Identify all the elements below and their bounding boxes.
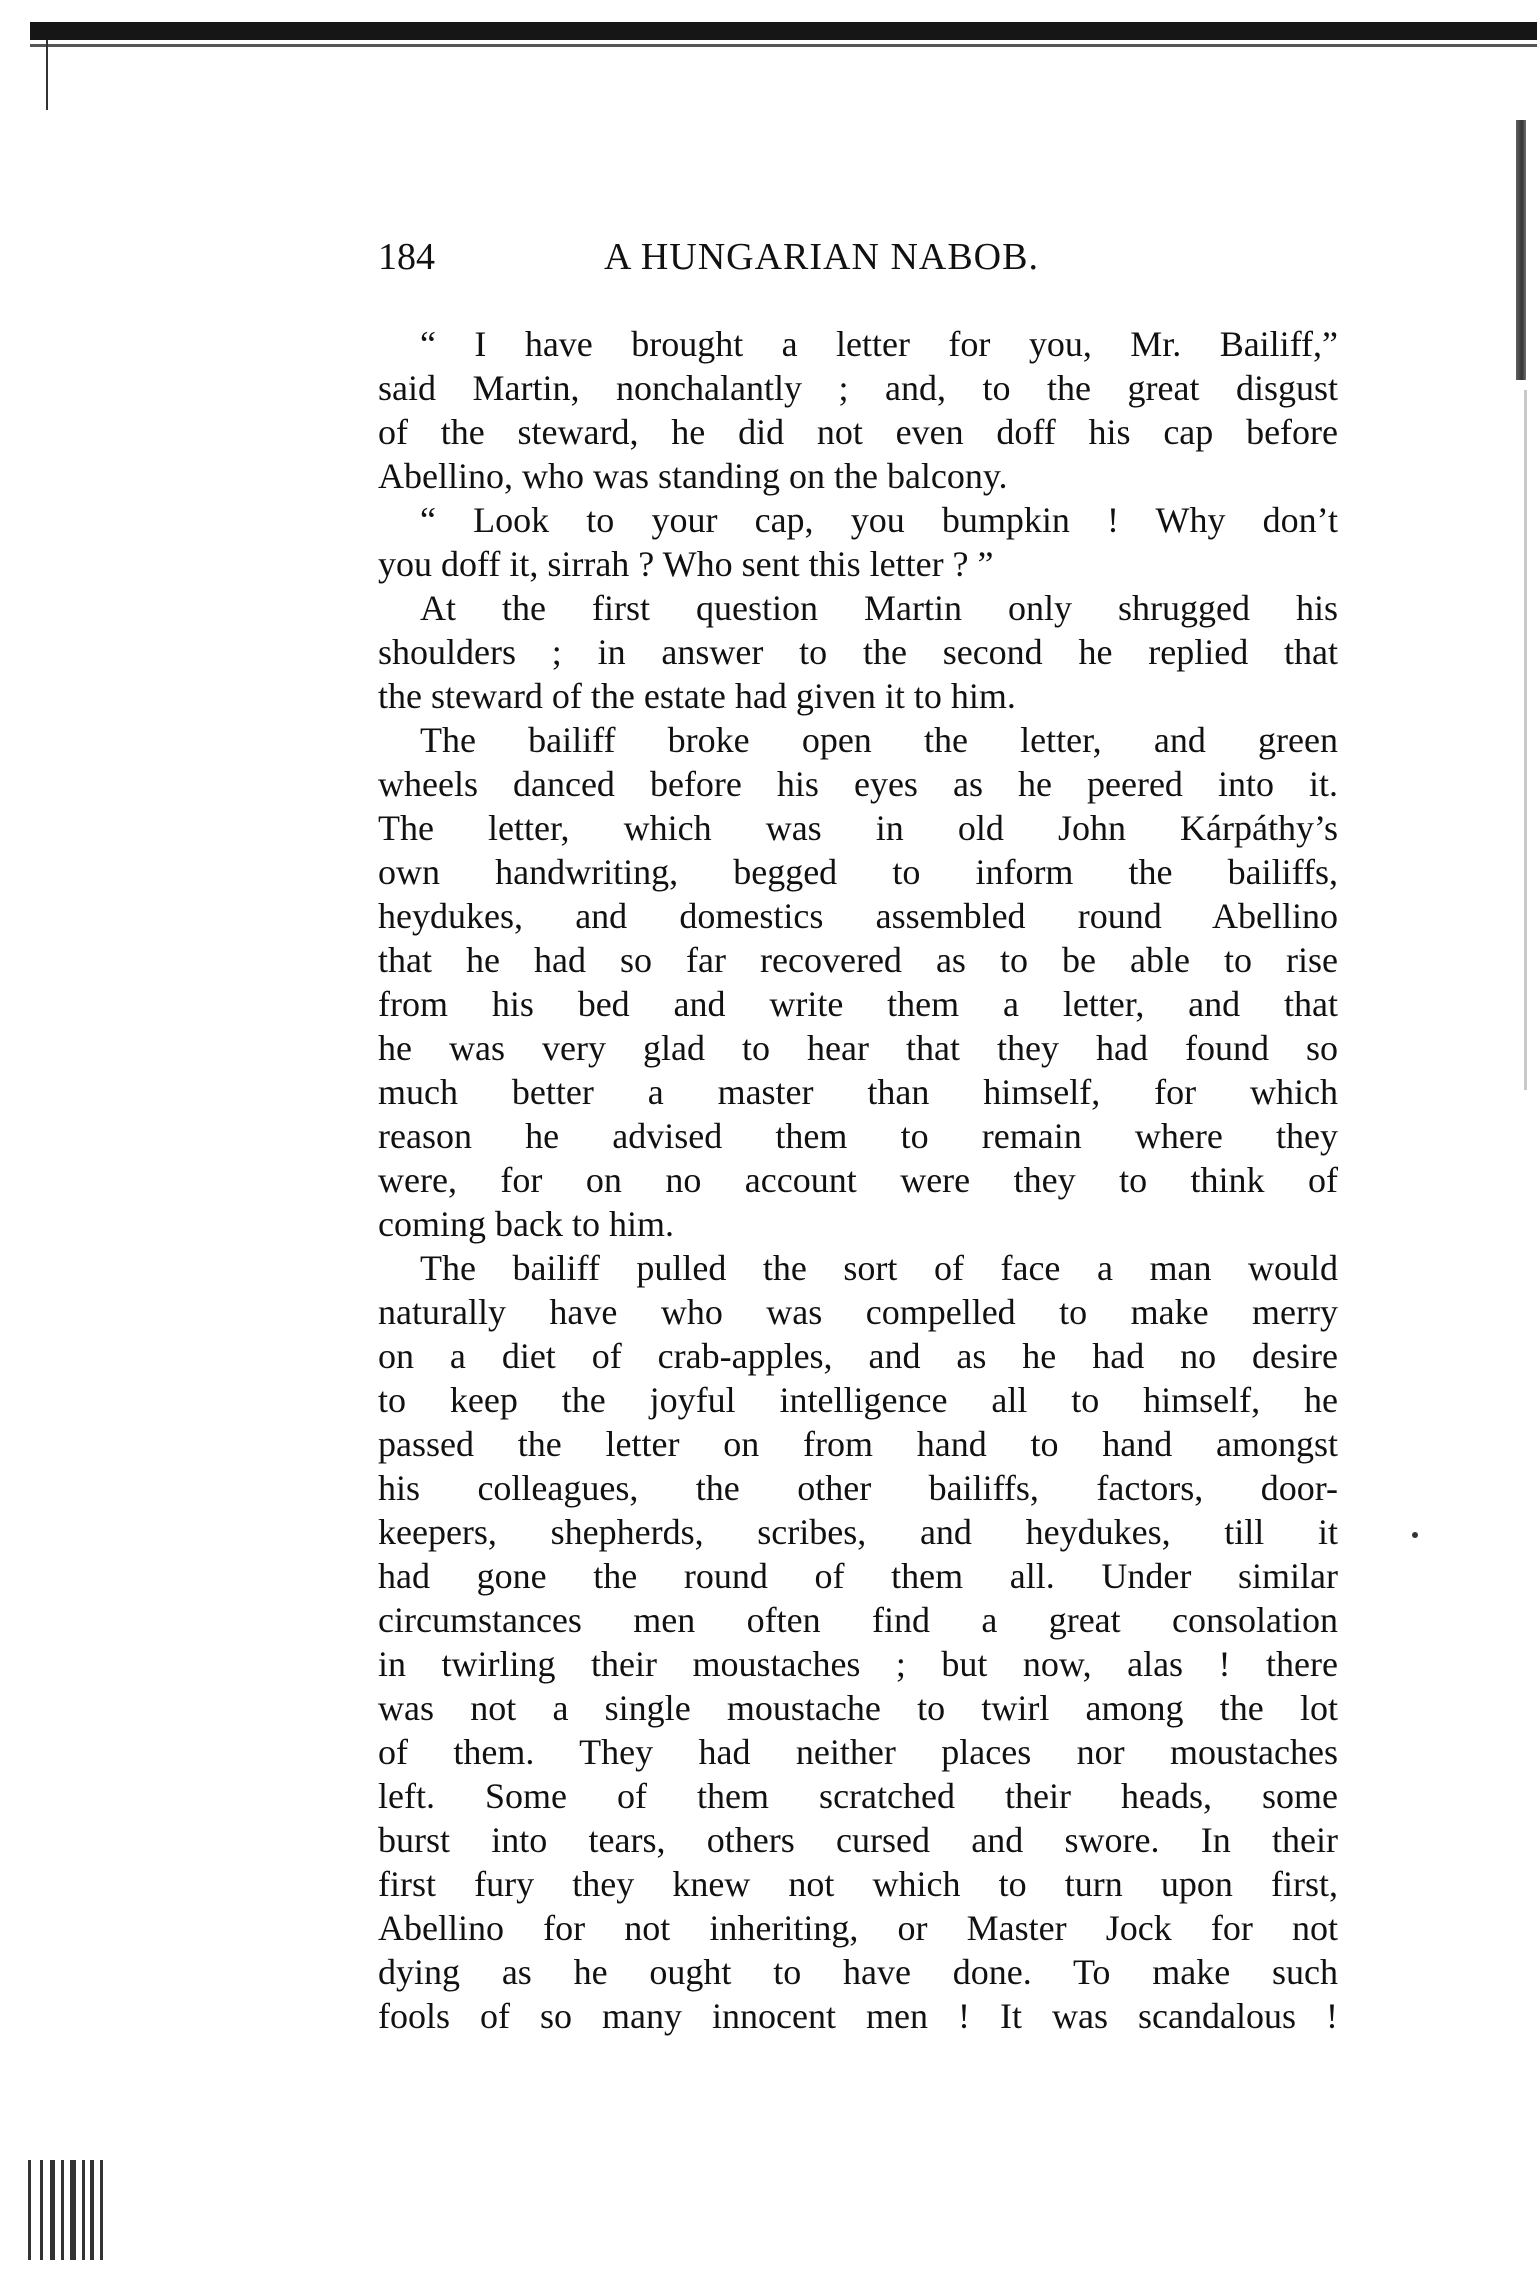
text-line: he was very glad to hear that they had found so [378,1028,1338,1068]
text-line: Abellino for not inheriting, or Master Jock for not [378,1908,1338,1948]
text-line: of them. They had neither places nor moustaches [378,1732,1338,1772]
page-number: 184 [378,236,435,278]
text-line: you doff it, sirrah ? Who sent this letter ? ” [378,544,994,584]
running-title: A HUNGARIAN NABOB. [604,236,1039,278]
top-scan-rule [30,44,1537,47]
text-line: burst into tears, others cursed and swore. In their [378,1820,1338,1860]
text-line: said Martin, nonchalantly ; and, to the great disgust [378,368,1338,408]
text-line: At the first question Martin only shrugged his [420,588,1338,628]
text-line: on a diet of crab-apples, and as he had no desire [378,1336,1338,1376]
text-line: the steward of the estate had given it to him. [378,676,1016,716]
text-line: reason he advised them to remain where they [378,1116,1338,1156]
right-scan-shadow [1524,390,1527,1090]
text-line: much better a master than himself, for which [378,1072,1338,1112]
text-line: keepers, shepherds, scribes, and heydukes, till it [378,1512,1338,1552]
text-line: naturally have who was compelled to make merry [378,1292,1338,1332]
text-line: The letter, which was in old John Kárpáthy’s [378,808,1338,848]
text-line: his colleagues, the other bailiffs, factors, door- [378,1468,1338,1508]
text-line: left. Some of them scratched their heads, some [378,1776,1338,1816]
text-line: of the steward, he did not even doff his cap before [378,412,1338,452]
top-scan-border [30,22,1537,40]
text-line: fools of so many innocent men ! It was scandalous ! [378,1996,1338,2036]
text-line: own handwriting, begged to inform the bailiffs, [378,852,1338,892]
text-line: The bailiff broke open the letter, and green [420,720,1338,760]
text-line: to keep the joyful intelligence all to himself, he [378,1380,1338,1420]
text-line: were, for on no account were they to think of [378,1160,1338,1200]
text-line: from his bed and write them a letter, and that [378,984,1338,1024]
text-line: “ I have brought a letter for you, Mr. Bailiff,” [420,324,1338,364]
text-line: in twirling their moustaches ; but now, alas ! there [378,1644,1338,1684]
text-line: was not a single moustache to twirl among the lot [378,1688,1338,1728]
text-line: Abellino, who was standing on the balcony. [378,456,1008,496]
scan-speck [1412,1532,1418,1538]
text-line: passed the letter on from hand to hand amongst [378,1424,1338,1464]
text-line: first fury they knew not which to turn upon first, [378,1864,1338,1904]
text-line: heydukes, and domestics assembled round Abellino [378,896,1338,936]
text-line: “ Look to your cap, you bumpkin ! Why don’t [420,500,1338,540]
page-header [378,232,1338,282]
text-line: shoulders ; in answer to the second he replied that [378,632,1338,672]
body-text [378,322,1338,2038]
text-line: had gone the round of them all. Under similar [378,1556,1338,1596]
text-line: that he had so far recovered as to be able to rise [378,940,1338,980]
right-scan-edge [1516,120,1526,380]
text-line: circumstances men often find a great consolation [378,1600,1338,1640]
text-line: dying as he ought to have done. To make such [378,1952,1338,1992]
text-line: wheels danced before his eyes as he peered into it. [378,764,1338,804]
text-line: coming back to him. [378,1204,674,1244]
text-line: The bailiff pulled the sort of face a man would [420,1248,1338,1288]
bottom-scan-marks [28,2160,118,2260]
left-scan-edge [46,40,48,110]
